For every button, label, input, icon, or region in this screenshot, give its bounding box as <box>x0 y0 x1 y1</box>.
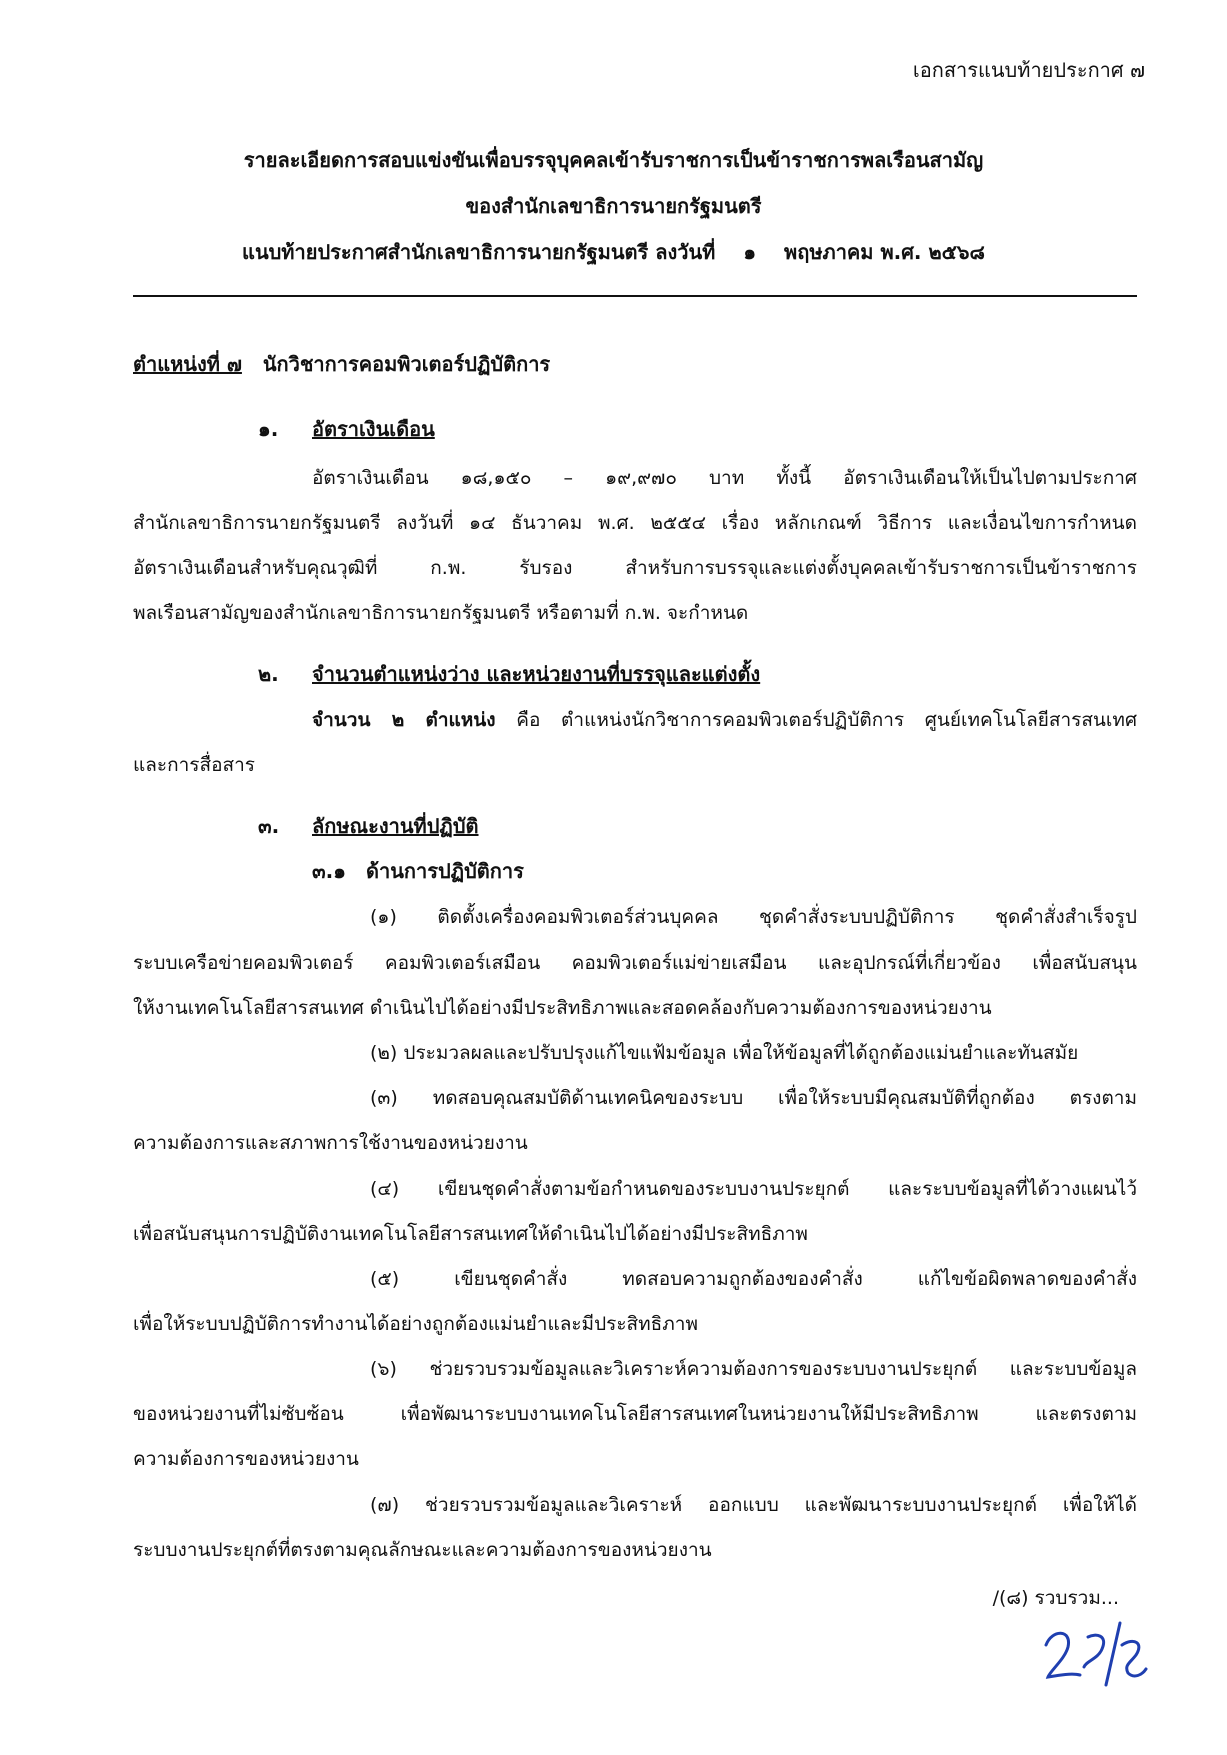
duty-item-5-continuation: เพื่อให้ระบบปฏิบัติการทำงานได้อย่างถูกต้องแม่นยำและมีประสิทธิภาพ <box>133 1313 698 1335</box>
duty-item-7-continuation: ระบบงานประยุกต์ที่ตรงตามคุณลักษณะและความต้องการของหน่วยงาน <box>133 1539 712 1561</box>
title-announcement-month-year: พฤษภาคม พ.ศ. ๒๕๖๘ <box>784 240 985 264</box>
position-label: ตำแหน่งที่ ๗ <box>133 352 242 376</box>
duty-item-5: (๕) เขียนชุดคำสั่ง ทดสอบความถูกต้องของคำสั่ง แก้ไขข้อผิดพลาดของคำสั่ง <box>370 1268 1137 1290</box>
title-announcement-prefix: แนบท้ายประกาศสำนักเลขาธิการนายกรัฐมนตรี ลงวันที่ <box>242 240 716 264</box>
duty-item-1-continuation: ระบบเครือข่ายคอมพิวเตอร์ คอมพิวเตอร์เสมือน คอมพิวเตอร์แม่ข่ายเสมือน และอุปกรณ์ที่เกี่ยวข้อง เพื่อสนับสนุน <box>133 952 1137 974</box>
duty-item-6: (๖) ช่วยรวบรวมข้อมูลและวิเคราะห์ความต้องการของระบบงานประยุกต์ และระบบข้อมูล <box>370 1358 1137 1380</box>
document-title-line-3 <box>0 236 1227 268</box>
duty-item-6-continuation: ความต้องการของหน่วยงาน <box>133 1448 359 1470</box>
subsection-3-1-number: ๓.๑ <box>312 859 346 883</box>
handwritten-initials-signature <box>1038 1615 1150 1695</box>
section-1-heading <box>258 413 435 445</box>
position-name: นักวิชาการคอมพิวเตอร์ปฏิบัติการ <box>262 352 551 376</box>
section-1-number: ๑. <box>258 417 279 441</box>
duty-item-1-continuation: ให้งานเทคโนโลยีสารสนเทศ ดำเนินไปได้อย่างมีประสิทธิภาพและสอดคล้องกับความต้องการของหน่วยงาน <box>133 997 992 1019</box>
section-1-line: อัตราเงินเดือน ๑๘,๑๕๐ – ๑๙,๙๗๐ บาท ทั้งนี้ อัตราเงินเดือนให้เป็นไปตามประกาศ <box>312 467 1137 489</box>
section-2-title: จำนวนตำแหน่งว่าง และหน่วยงานที่บรรจุและแต่งตั้ง <box>312 662 761 686</box>
section-2-heading <box>258 658 760 690</box>
duty-item-1: (๑) ติดตั้งเครื่องคอมพิวเตอร์ส่วนบุคคล ชุดคำสั่งระบบปฏิบัติการ ชุดคำสั่งสำเร็จรูป <box>370 906 1137 928</box>
continuation-marker: /(๘) รวบรวม... <box>992 1587 1119 1609</box>
section-3-number: ๓. <box>258 814 280 838</box>
header-divider <box>133 295 1137 297</box>
duty-item-2: (๒) ประมวลผลและปรับปรุงแก้ไขแฟ้มข้อมูล เพื่อให้ข้อมูลที่ได้ถูกต้องแม่นยำและทันสมัย <box>370 1042 1079 1064</box>
duty-item-3: (๓) ทดสอบคุณสมบัติด้านเทคนิคของระบบ เพื่อให้ระบบมีคุณสมบัติที่ถูกต้อง ตรงตาม <box>370 1087 1137 1109</box>
attachment-reference: เอกสารแนบท้ายประกาศ ๗ <box>912 58 1145 82</box>
duty-item-6-continuation: ของหน่วยงานที่ไม่ซับซ้อน เพื่อพัฒนาระบบงานเทคโนโลยีสารสนเทศในหน่วยงานให้มีประสิทธิภาพ และตรงตาม <box>133 1403 1137 1425</box>
section-2-number: ๒. <box>258 662 279 686</box>
document-title-line-2: ของสำนักเลขาธิการนายกรัฐมนตรี <box>465 194 762 218</box>
duty-item-4-continuation: เพื่อสนับสนุนการปฏิบัติงานเทคโนโลยีสารสนเทศให้ดำเนินไปได้อย่างมีประสิทธิภาพ <box>133 1223 808 1245</box>
section-2-line: จำนวน ๒ ตำแหน่ง คือ ตำแหน่งนักวิชาการคอมพิวเตอร์ปฏิบัติการ ศูนย์เทคโนโลยีสารสนเทศ <box>312 709 1137 731</box>
section-1-line: พลเรือนสามัญของสำนักเลขาธิการนายกรัฐมนตรี หรือตามที่ ก.พ. จะกำหนด <box>133 602 749 624</box>
position-heading <box>133 348 550 380</box>
section-1-title: อัตราเงินเดือน <box>312 417 435 441</box>
document-title-line-1: รายละเอียดการสอบแข่งขันเพื่อบรรจุบุคคลเข้ารับราชการเป็นข้าราชการพลเรือนสามัญ <box>243 148 984 172</box>
section-3-heading <box>258 810 479 842</box>
section-2-position-count: จำนวน ๒ ตำแหน่ง <box>312 709 496 731</box>
subsection-3-1-title: ด้านการปฏิบัติการ <box>366 859 524 883</box>
section-3-title: ลักษณะงานที่ปฏิบัติ <box>312 814 479 838</box>
section-1-line: อัตราเงินเดือนสำหรับคุณวุฒิที่ ก.พ. รับรอง สำหรับการบรรจุและแต่งตั้งบุคคลเข้ารับราชการเป็นข้าราชการ <box>133 557 1137 579</box>
title-announcement-day: ๑ <box>743 240 757 264</box>
duty-item-3-continuation: ความต้องการและสภาพการใช้งานของหน่วยงาน <box>133 1132 528 1154</box>
section-1-line: สำนักเลขาธิการนายกรัฐมนตรี ลงวันที่ ๑๔ ธันวาคม พ.ศ. ๒๕๕๔ เรื่อง หลักเกณฑ์ วิธีการ และเงื่อนไขการกำหนด <box>133 512 1137 534</box>
duty-item-7: (๗) ช่วยรวบรวมข้อมูลและวิเคราะห์ ออกแบบ และพัฒนาระบบงานประยุกต์ เพื่อให้ได้ <box>370 1494 1137 1516</box>
duty-item-4: (๔) เขียนชุดคำสั่งตามข้อกำหนดของระบบงานประยุกต์ และระบบข้อมูลที่ได้วางแผนไว้ <box>370 1178 1137 1200</box>
section-2-line: และการสื่อสาร <box>133 754 255 776</box>
subsection-3-1-heading <box>312 855 524 887</box>
